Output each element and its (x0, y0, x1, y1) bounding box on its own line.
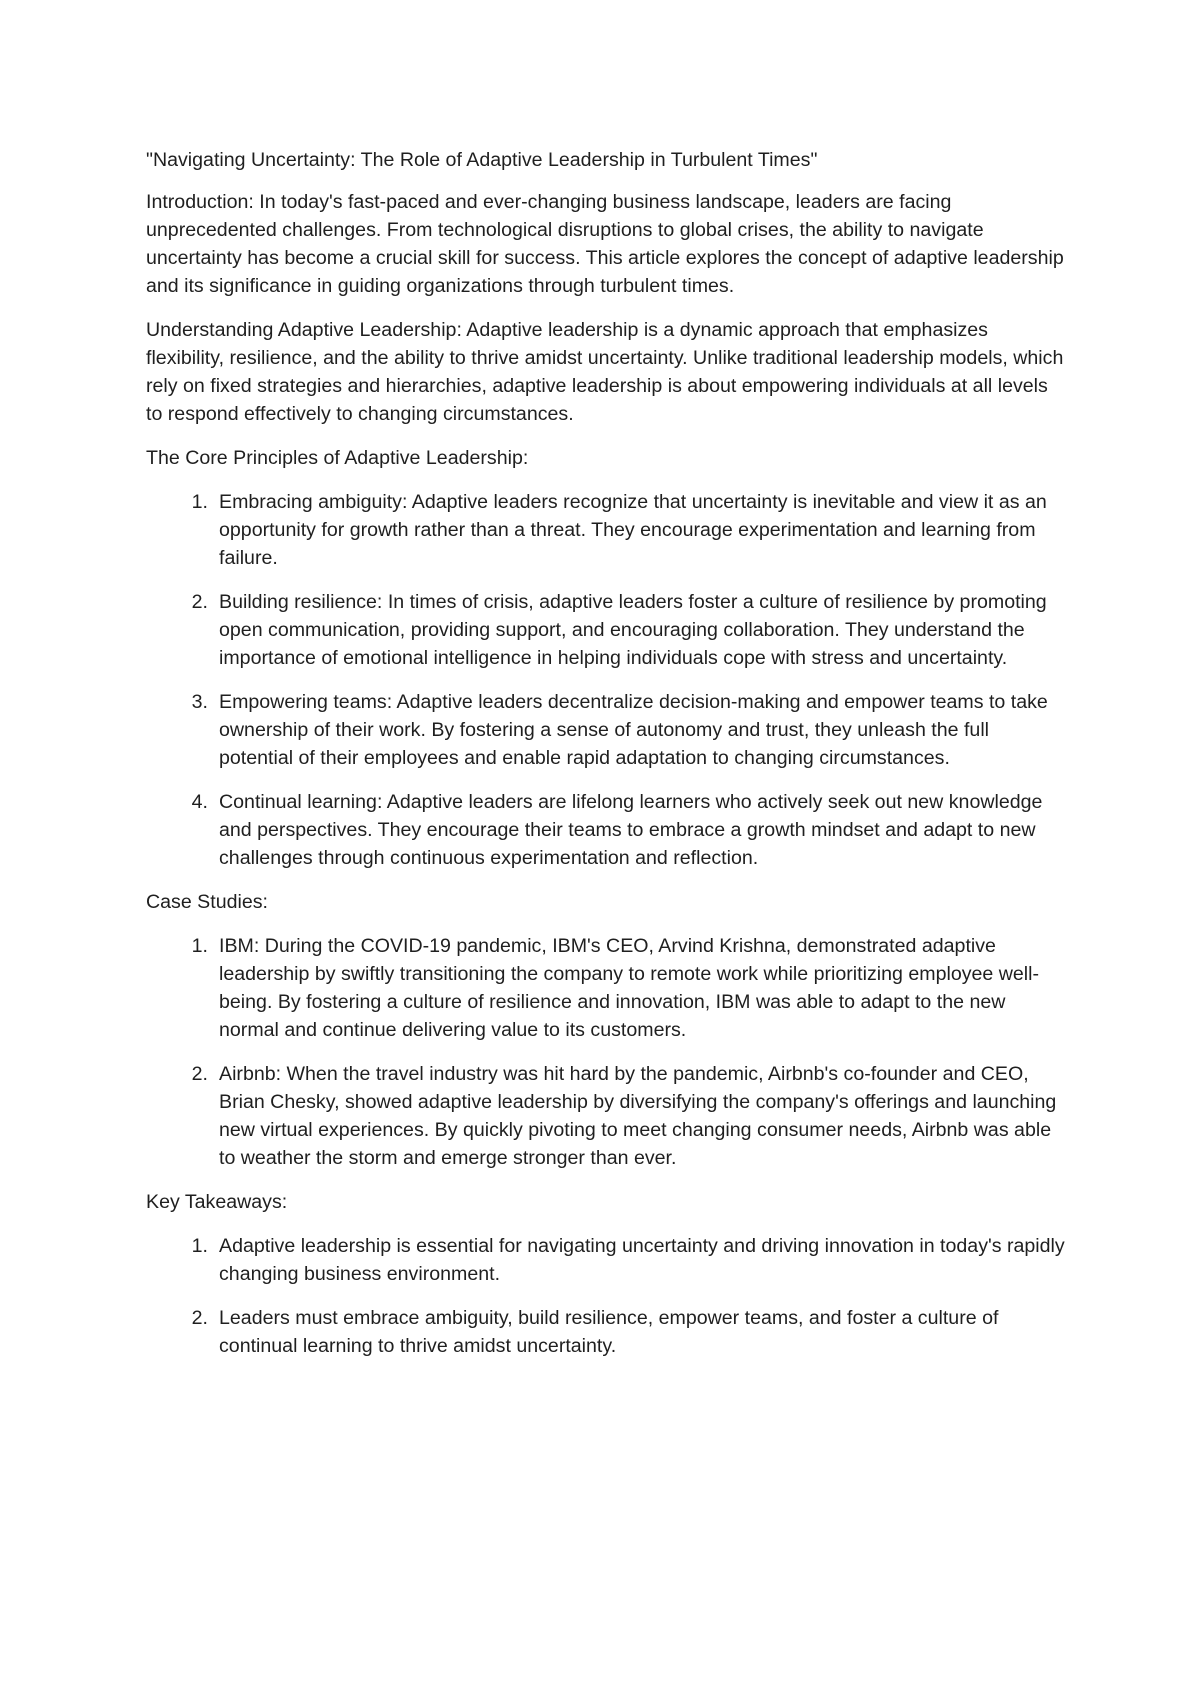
list-number: 1. (191, 1235, 208, 1257)
key-takeaways-list (146, 1232, 1066, 1360)
case-studies-heading: Case Studies: (146, 891, 268, 913)
list-item (146, 1232, 1066, 1288)
case-studies-list (146, 932, 1066, 1172)
list-item-text: Adaptive leadership is essential for navigating uncertainty and driving innovation in today's rapidly changing business environment. (219, 1235, 1065, 1285)
list-item-text: IBM: During the COVID-19 pandemic, IBM's CEO, Arvind Krishna, demonstrated adaptive leadership by swiftly transitioning the company to remote work while prioritizing employee well-being. By fostering a culture of resilience and innovation, IBM was able to adapt to the new normal and continue delivering value to its customers. (219, 935, 1040, 1041)
list-item (146, 932, 1066, 1044)
list-number: 1. (191, 491, 208, 513)
list-item (146, 488, 1066, 572)
list-item (146, 1304, 1066, 1360)
list-number: 2. (191, 591, 208, 613)
understanding-paragraph: Understanding Adaptive Leadership: Adaptive leadership is a dynamic approach that emphasizes flexibility, resilience, and the ability to thrive amidst uncertainty. Unlike traditional leadership models, which rely on fixed strategies and hierarchies, adaptive leadership is about empowering individuals at all levels to respond effectively to changing circumstances. (146, 319, 1064, 425)
key-takeaways-heading: Key Takeaways: (146, 1191, 288, 1213)
list-item-text: Airbnb: When the travel industry was hit hard by the pandemic, Airbnb's co-founder and CEO, Brian Chesky, showed adaptive leadership by diversifying the company's offerings and launching new virtual experiences. By quickly pivoting to meet changing consumer needs, Airbnb was able to weather the storm and emerge stronger than ever. (219, 1063, 1057, 1169)
principles-list (146, 488, 1066, 872)
list-item (146, 588, 1066, 672)
list-number: 2. (191, 1063, 208, 1085)
list-item-text: Embracing ambiguity: Adaptive leaders recognize that uncertainty is inevitable and view it as an opportunity for growth rather than a threat. They encourage experimentation and learning from failure. (219, 491, 1047, 569)
list-item-text: Empowering teams: Adaptive leaders decentralize decision-making and empower teams to take ownership of their work. By fostering a sense of autonomy and trust, they unleash the full potential of their employees and enable rapid adaptation to changing circumstances. (219, 691, 1048, 769)
list-number: 4. (191, 791, 208, 813)
list-item (146, 1060, 1066, 1172)
list-item-text: Continual learning: Adaptive leaders are lifelong learners who actively seek out new knowledge and perspectives. They encourage their teams to embrace a growth mindset and adapt to new challenges through continuous experimentation and reflection. (219, 791, 1043, 869)
principles-heading: The Core Principles of Adaptive Leadership: (146, 447, 529, 469)
list-number: 3. (191, 691, 208, 713)
list-number: 2. (191, 1307, 208, 1329)
document-body (146, 146, 1066, 1376)
list-item (146, 688, 1066, 772)
list-item-text: Leaders must embrace ambiguity, build resilience, empower teams, and foster a culture of continual learning to thrive amidst uncertainty. (219, 1307, 999, 1357)
list-item (146, 788, 1066, 872)
introduction-paragraph: Introduction: In today's fast-paced and ever-changing business landscape, leaders are facing unprecedented challenges. From technological disruptions to global crises, the ability to navigate uncertainty has become a crucial skill for success. This article explores the concept of adaptive leadership and its significance in guiding organizations through turbulent times. (146, 191, 1064, 297)
list-item-text: Building resilience: In times of crisis, adaptive leaders foster a culture of resilience by promoting open communication, providing support, and encouraging collaboration. They understand the importance of emotional intelligence in helping individuals cope with stress and uncertainty. (219, 591, 1047, 669)
list-number: 1. (191, 935, 208, 957)
document-title: "Navigating Uncertainty: The Role of Adaptive Leadership in Turbulent Times" (146, 149, 818, 171)
